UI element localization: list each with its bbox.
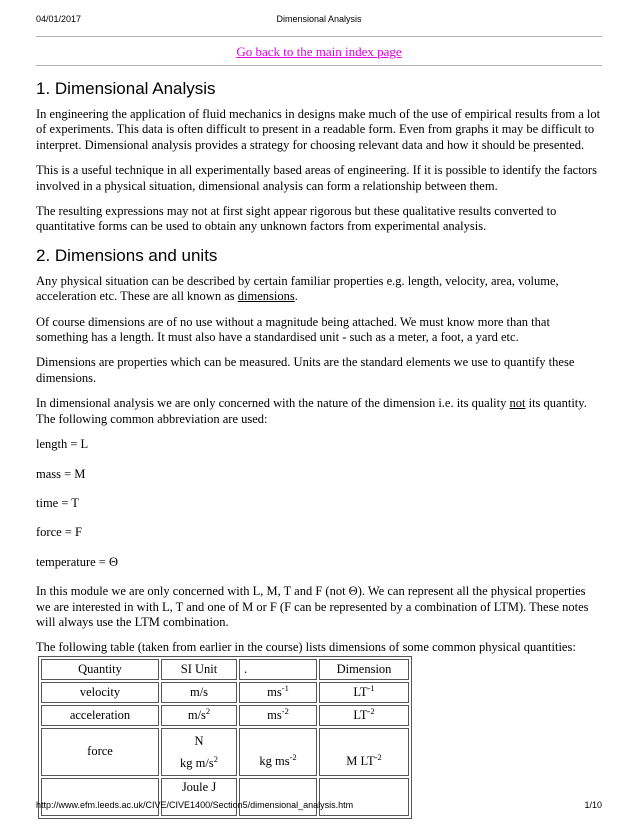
cell-si-unit: m/s [161, 682, 237, 703]
not-emphasis: not [509, 396, 526, 411]
abbrev-temperature: temperature = Θ [36, 554, 119, 569]
print-title: Dimensional Analysis [276, 14, 362, 24]
page-content [36, 78, 602, 819]
print-footer [36, 800, 602, 814]
cell-quantity: force [41, 728, 159, 776]
abbrev-mass: mass = M [36, 466, 86, 481]
cell-alt-unit: kg $ms^{-2}$ [239, 728, 317, 776]
section-2-heading: 2. Dimensions and units [36, 245, 218, 265]
p4-start: In dimensional analysis we are only concerned with the nature of the dimension i.e. its quality [36, 396, 510, 411]
cell-alt-unit: $ms^{-1}$ [239, 682, 317, 703]
top-divider [36, 36, 602, 37]
p1-end: . [294, 289, 298, 304]
p4-end: its quantity. The following common abbreviation are used: [36, 396, 587, 426]
table-header-row [41, 659, 409, 680]
nav-divider [36, 65, 602, 66]
cell-quantity: velocity [41, 682, 159, 703]
cell-si-unit: Joule J [161, 778, 237, 816]
print-header [36, 14, 602, 28]
section-1-paragraph-2: This is a useful technique in all experimentally based areas of engineering. If it is possible to identify the factors involved in a physical situation, dimensional analysis can form a relationship between them. [36, 163, 597, 193]
print-date: 04/01/2017 [36, 14, 82, 24]
page-number: 1/10 [584, 800, 602, 810]
cell-dimension: $LT^{-1}$ [319, 682, 409, 703]
table-intro: The following table (taken from earlier in the course) lists dimensions of some common physical quantities: [36, 640, 576, 655]
table-row [41, 705, 409, 726]
page-url: http://www.efm.leeds.ac.uk/CIVE/CIVE1400/Section5/dimensional_analysis.htm [36, 800, 354, 810]
cell-dimension: M $LT^{-2}$ [319, 728, 409, 776]
back-to-index-link[interactable]: Go back to the main index page [236, 44, 402, 59]
table-row [41, 728, 409, 776]
section-1-heading: 1. Dimensional Analysis [36, 79, 216, 98]
header-quantity: Quantity [41, 659, 159, 680]
section-2-paragraph-2: Of course dimensions are of no use without a magnitude being attached. We must know more than that something has a length. It must also have a standardised unit - such as a meter, a foot, a yard etc. [36, 314, 550, 345]
table-row [41, 682, 409, 703]
cell-alt-unit: $ms^{-2}$ [239, 705, 317, 726]
section-2-paragraph-3: Dimensions are properties which can be measured. Units are the standard elements we use to quantify these dimensions. [36, 355, 575, 385]
cell-si-unit: $m/s^2$ [161, 705, 237, 726]
header-alt-unit: . [239, 659, 317, 680]
abbrev-force: force = F [36, 525, 82, 540]
header-dimension: Dimension [319, 659, 409, 680]
section-2-paragraph-1 [36, 274, 602, 305]
cell-dimension: $LT^{-2}$ [319, 705, 409, 726]
section-1-paragraph-1: In engineering the application of fluid mechanics in designs make much of the use of empirical results from a lot of experiments. This data is often difficult to present in a readable form. Even from graphs it may be difficult to interpret. Dimensional analysis provides a strategy for choosing relevant data and how it should be presented. [36, 107, 601, 152]
p1-start: Any physical situation can be described by certain familiar properties e.g. length, velocity, area, volume, acceleration etc. These are all known as [36, 273, 559, 304]
abbrev-time: time = T [36, 495, 79, 510]
cell-si-unit: N kg $m/s^2$ [161, 728, 237, 776]
header-si-unit: SI Unit [161, 659, 237, 680]
dimensions-table [38, 656, 412, 819]
section-2-paragraph-5: In this module we are only concerned with L, M, T and F (not Θ). We can represent all the physical properties we are interested in with L, T and one of M or F (F can be represented by a combination of LTM). These notes will always use the LTM combination. [36, 584, 589, 629]
cell-quantity: acceleration [41, 705, 159, 726]
dimensions-link: dimensions [237, 289, 295, 304]
abbrev-length: length = L [36, 437, 89, 452]
section-1-paragraph-3: The resulting expressions may not at first sight appear rigorous but these qualitative results converted to quantitative forms can be used to obtain any unknown factors from experimental analysis. [36, 204, 557, 234]
section-2-paragraph-4 [36, 396, 602, 427]
